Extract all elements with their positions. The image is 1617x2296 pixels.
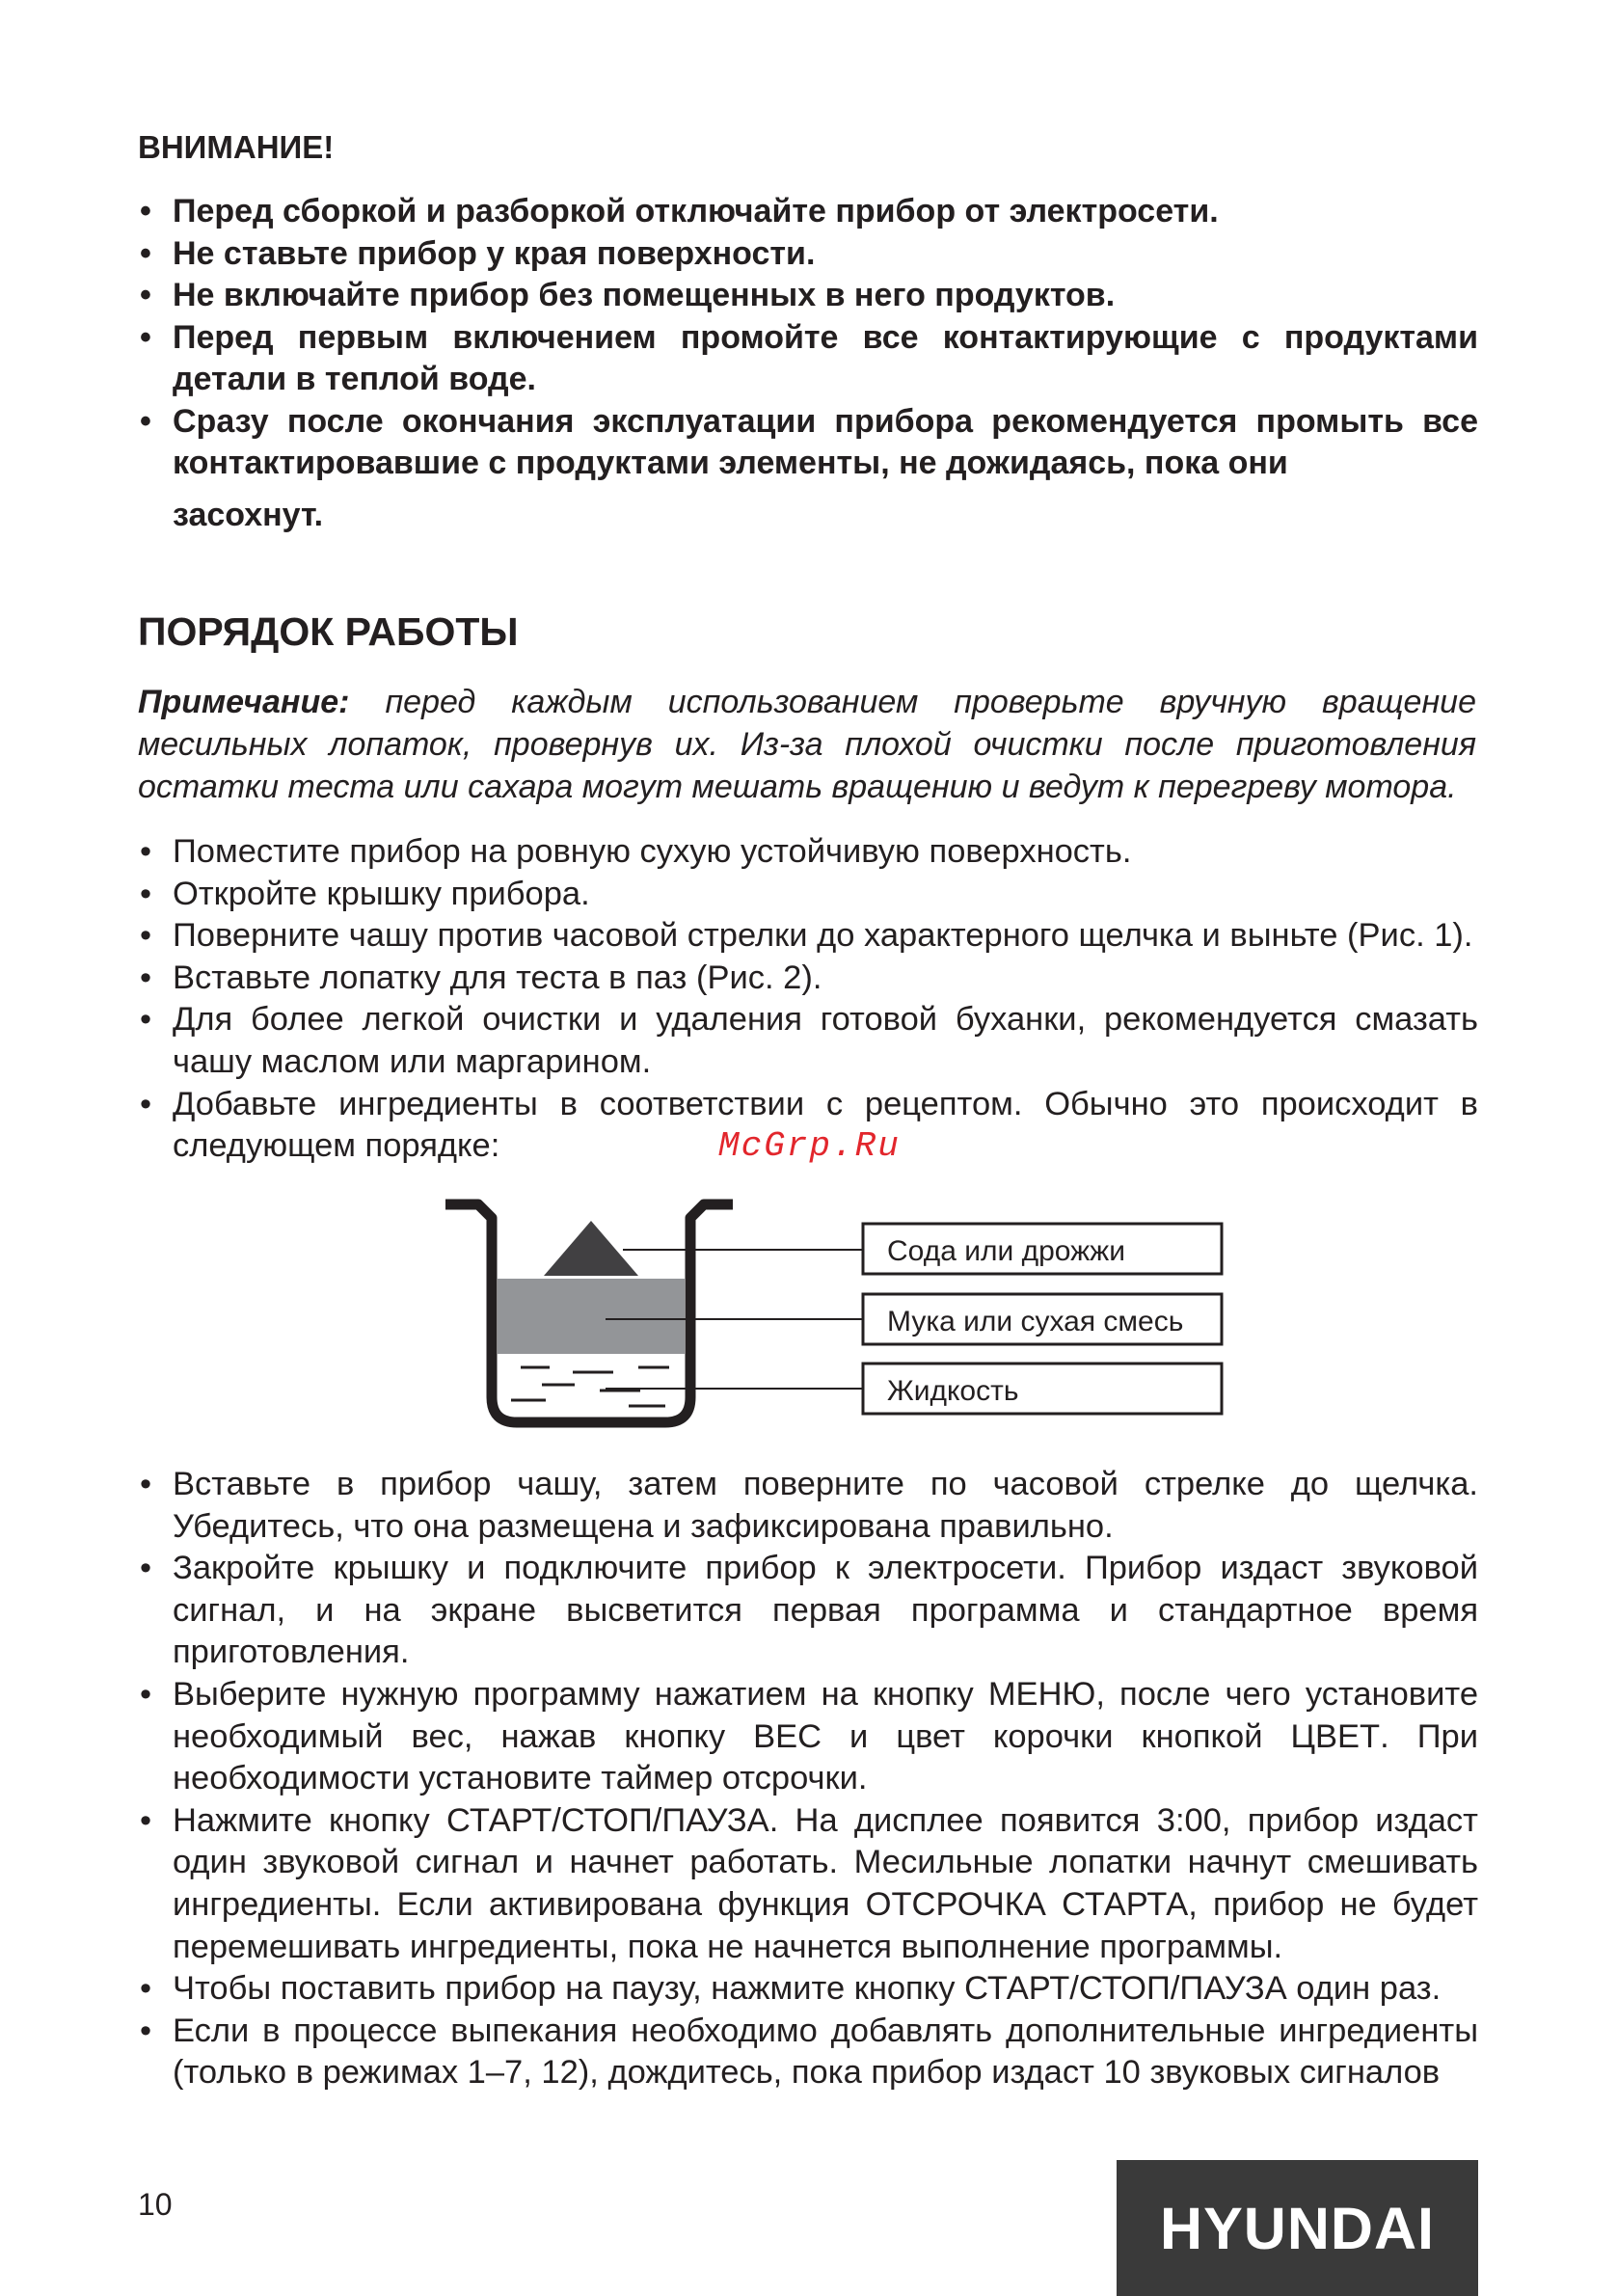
list-item — [138, 1674, 1478, 1800]
yeast-triangle — [544, 1221, 638, 1276]
label-flour: Мука или сухая смесь — [887, 1306, 1184, 1337]
list-item: • Если в процессе выпекания необходимо добавлять дополнительные ингредиенты (только в режимах 1–7, 12), дождитесь, пока прибор издаст 10 звуковых сигналов — [138, 2011, 1478, 2094]
list-item: • Не ставьте прибор у края поверхности. — [138, 233, 1478, 276]
text: . На дисплее появится 3:00, прибор издаст один звуковой сигнал и начнет работать. Месильные лопатки начнут смешивать ингредиенты. Если активирована функция — [173, 1801, 1478, 1923]
list-item: • Добавьте ингредиенты в соответствии с рецептом. Обычно это происходит в следующем порядке: — [138, 1084, 1478, 1168]
list-item-text-end: засохнут. — [173, 496, 324, 533]
liquid-lines — [511, 1367, 669, 1406]
button-name-start: СТАРТ/СТОП/ПАУЗА — [446, 1801, 769, 1839]
section-title: ПОРЯДОК РАБОТЫ — [138, 609, 519, 654]
text: и цвет корочки кнопкой — [822, 1717, 1291, 1755]
warning-title: ВНИМАНИЕ! — [138, 129, 335, 165]
steps-list-2 — [138, 1464, 1478, 2094]
label-yeast: Сода или дрожжи — [887, 1235, 1126, 1267]
list-item: • Закройте крышку и подключите прибор к электросети. Прибор издаст звуковой сигнал, и на экране высветится первая программа и стандартное время приготовления. — [138, 1548, 1478, 1674]
label-liquid: Жидкость — [887, 1375, 1019, 1407]
list-item: • Поместите прибор на ровную сухую устойчивую поверхность. — [138, 831, 1478, 874]
text: Чтобы поставить прибор на паузу, нажмите кнопку — [173, 1970, 965, 2008]
list-item — [138, 1800, 1478, 1968]
list-item-text: Сразу после окончания эксплуатации прибора рекомендуется промыть все контактировавшие с продуктами элементы, не дожидаясь, пока они — [173, 402, 1478, 481]
list-item — [138, 1968, 1478, 2011]
note-text: перед каждым использованием проверьте вручную вращение месильных лопаток, провернув их. Из-за плохой очистки после приготовления остатки теста или сахара могут мешать вращению и ведут к перегреву мотора. — [138, 684, 1476, 805]
button-name-menu: МЕНЮ, — [987, 1675, 1105, 1713]
list-item: • Вставьте в прибор чашу, затем поверните по часовой стрелке до щелчка. Убедитесь, что она размещена и зафиксирована правильно. — [138, 1464, 1478, 1548]
list-item: • Перед сборкой и разборкой отключайте прибор от электросети. — [138, 191, 1478, 233]
button-name-color: ЦВЕТ — [1290, 1717, 1381, 1755]
function-name-delay: ОТСРОЧКА СТАРТА — [865, 1885, 1189, 1923]
button-name-weight: ВЕС — [753, 1717, 822, 1755]
brand-logo: HYUNDAI — [1117, 2160, 1478, 2296]
text: . При необходимости установите таймер отсрочки. — [173, 1717, 1478, 1797]
text: Нажмите кнопку — [173, 1801, 447, 1839]
text: после чего установите необходимый вес, нажав кнопку — [173, 1675, 1479, 1755]
list-item: • Вставьте лопатку для теста в паз (Рис. 2). — [138, 958, 1478, 1000]
text: , прибор не будет перемешивать ингредиенты, пока не начнется выполнение программы. — [173, 1885, 1479, 1965]
text: Выберите нужную программу нажатием на кнопку — [173, 1675, 988, 1713]
list-item: • Откройте крышку прибора. — [138, 874, 1478, 916]
text: один раз. — [1286, 1970, 1442, 2008]
button-name-start: СТАРТ/СТОП/ПАУЗА — [964, 1970, 1287, 2008]
page-number: 10 — [138, 2187, 173, 2222]
flour-layer — [498, 1279, 685, 1354]
list-item: • Для более легкой очистки и удаления готовой буханки, рекомендуется смазать чашу маслом или маргарином. — [138, 999, 1478, 1083]
list-item: • Поверните чашу против часовой стрелки до характерного щелчка и выньте (Рис. 1). — [138, 915, 1478, 958]
list-item: • Перед первым включением промойте все контактирующие с продуктами детали в теплой воде. — [138, 317, 1478, 401]
watermark: McGrp.Ru — [718, 1126, 901, 1166]
note-label: Примечание: — [138, 684, 350, 720]
list-item: • Не включайте прибор без помещенных в него продуктов. — [138, 275, 1478, 317]
